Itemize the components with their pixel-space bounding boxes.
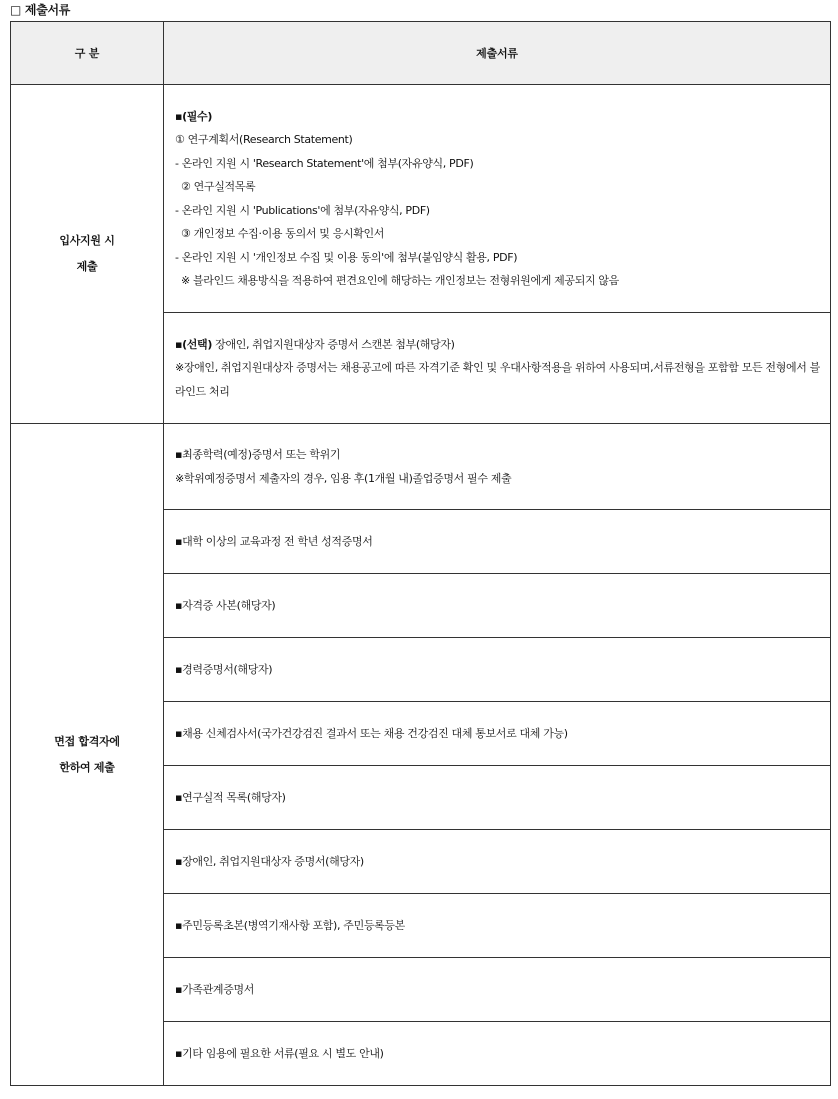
document-item: ▪주민등록초본(병역기재사항 포함), 주민등록등본 [164, 894, 831, 958]
category-application [11, 85, 164, 424]
required-line: - 온라인 지원 시 'Publications'에 첨부(자유양식, PDF) [175, 203, 430, 217]
optional-heading: ▪(선택) [175, 337, 213, 351]
required-line: - 온라인 지원 시 'Research Statement'에 첨부(자유양식, PDF) [175, 156, 474, 170]
document-item: ▪연구실적 목록(해당자) [164, 766, 831, 830]
document-item: ▪자격증 사본(해당자) [164, 574, 831, 638]
required-documents-cell [164, 85, 831, 313]
document-item: ▪장애인, 취업지원대상자 증명서(해당자) [164, 830, 831, 894]
category-line: 한하여 제출 [59, 760, 115, 774]
required-heading: ▪(필수) [175, 109, 213, 123]
header-category: 구 분 [11, 22, 164, 85]
category-line: 입사지원 시 [59, 234, 115, 247]
document-item: ▪경력증명서(해당자) [164, 638, 831, 702]
table-row [11, 424, 831, 510]
document-item: ▪가족관계증명서 [164, 958, 831, 1022]
required-line: ② 연구실적목록 [181, 180, 256, 193]
table-row [11, 85, 831, 313]
submission-documents-table [10, 21, 831, 1086]
category-line: 제출 [76, 260, 98, 273]
optional-documents-cell [164, 313, 831, 424]
optional-heading-text: 장애인, 취업지원대상자 증명서 스캔본 첨부(해당자) [212, 337, 455, 351]
required-line: ① 연구계획서(Research Statement) [175, 133, 353, 146]
required-line: ※ 블라인드 채용방식을 적용하여 편견요인에 해당하는 개인정보는 전형위원에게 제공되지 않음 [181, 274, 619, 287]
category-line: 면접 합격자에 [54, 734, 120, 748]
document-item: ▪기타 임용에 필요한 서류(필요 시 별도 안내) [164, 1022, 831, 1086]
document-item [164, 424, 831, 510]
document-item: ▪채용 신체검사서(국가건강검진 결과서 또는 채용 건강검진 대체 통보서로 대체 가능) [164, 702, 831, 766]
document-item-note: ※학위예정증명서 제출자의 경우, 임용 후(1개월 내)졸업증명서 필수 제출 [175, 471, 512, 485]
optional-note: ※장애인, 취업지원대상자 증명서는 채용공고에 따른 자격기준 확인 및 우대사항적용을 위하여 사용되며,서류전형을 포함함 모든 전형에서 블라인드 처리 [175, 361, 820, 398]
category-interview [11, 424, 164, 1086]
document-item: ▪대학 이상의 교육과정 전 학년 성적증명서 [164, 510, 831, 574]
document-item-text: ▪최종학력(예정)증명서 또는 학위기 [175, 448, 341, 461]
required-line: - 온라인 지원 시 '개인정보 수집 및 이용 동의'에 첨부(붙임양식 활용, PDF) [175, 250, 518, 264]
header-row [11, 22, 831, 85]
section-title: □ 제출서류 [10, 3, 71, 17]
required-line: ③ 개인정보 수집·이용 동의서 및 응시확인서 [181, 227, 385, 240]
header-documents: 제출서류 [164, 22, 831, 85]
